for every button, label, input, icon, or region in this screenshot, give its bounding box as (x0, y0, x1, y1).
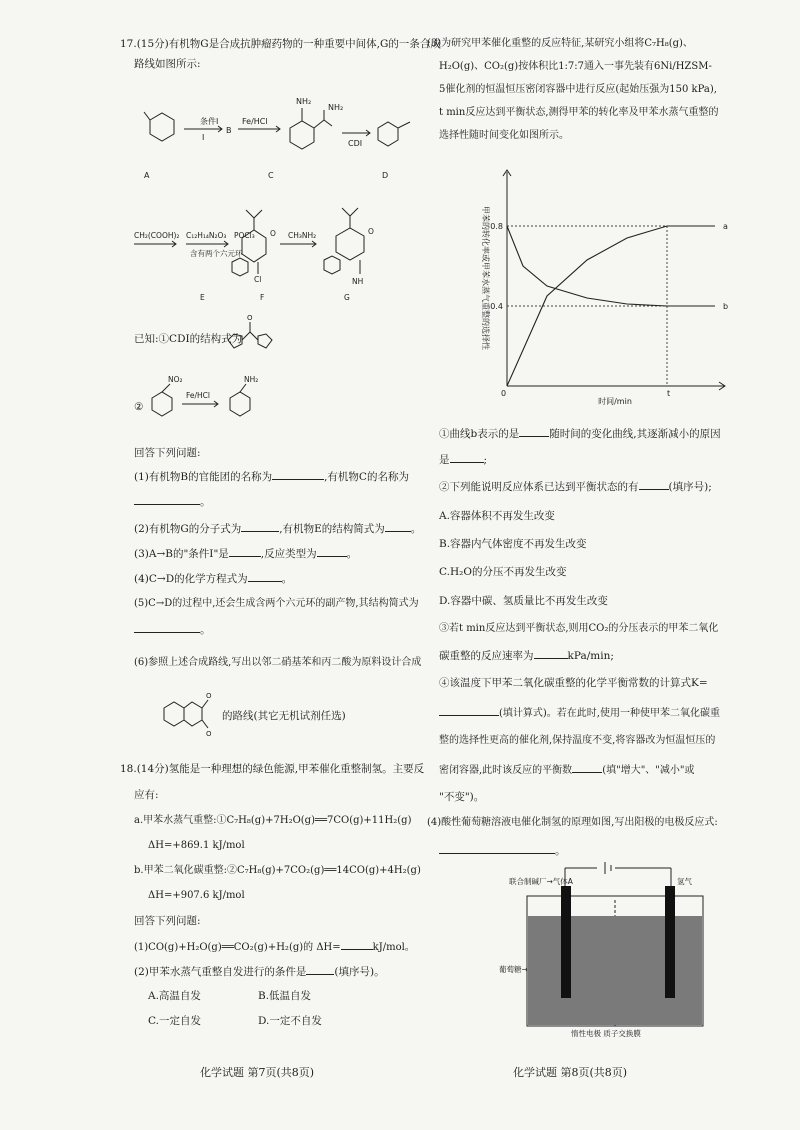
q17-sub3 (134, 546, 357, 561)
q17-sub6-line2: 的路线(其它无机试剂任选) (222, 710, 346, 722)
left-electrode (561, 886, 571, 998)
known-2-num: ② (134, 401, 144, 413)
q17-sub5: (5)C→D的过程中,还会生成含两个六元环的副产物,其结构简式为 (134, 598, 419, 609)
answer-blank[interactable] (439, 705, 499, 716)
q18-3-q2 (439, 479, 712, 494)
answer-blank[interactable] (439, 843, 555, 854)
q18-sub3-line4: t min反应达到平衡状态,测得甲苯的转化率及甲苯水蒸气重整的 (439, 107, 719, 118)
known-cdi-text: 已知:①CDI的结构式为 (134, 333, 243, 345)
O-label-F: O (270, 229, 276, 238)
q17-sub2 (134, 521, 421, 536)
answer-blank[interactable] (229, 546, 261, 557)
compound-B-label: B (226, 126, 232, 135)
q17-sub2-a: (2)有机物G的分子式为 (134, 523, 242, 535)
q18-3-q4-b: (填计算式)。若在此时,使用一种使甲苯二氧化碳重 (499, 708, 720, 719)
conversion-selectivity-chart (475, 160, 765, 420)
q17-sub1-b: ,有机物C的名称为 (324, 471, 409, 483)
q18-3-q3-line2 (439, 648, 614, 663)
synthesis-scheme-row1 (120, 80, 410, 190)
q17-heading-line2: 路线如图所示: (134, 58, 201, 70)
cdi-label: CDI (348, 139, 363, 148)
benzene-A (150, 113, 174, 141)
q18-3-q1-c: 是 (439, 454, 450, 466)
answer-blank[interactable] (534, 648, 568, 659)
option-C: C.一定自发 (148, 1015, 201, 1027)
q18-3-q4: ④该温度下甲苯二氧化碳重整的化学平衡常数的计算式K= (439, 677, 708, 689)
electrolyte-solution (528, 916, 702, 1025)
q17-sub2-b: ,有机物E的结构简式为 (279, 523, 385, 535)
label-C: C (268, 171, 274, 180)
q17-sub1-a: (1)有机物B的官能团的名称为 (134, 471, 273, 483)
q18-3-q1-line2 (439, 452, 487, 467)
target-O-top: O (206, 692, 212, 700)
q18-sub3-line2: H₂O(g)、CO₂(g)按体积比1:7:7通入一事先装有6Ni/HZSM- (439, 61, 712, 72)
q17-sub2-c: 。 (410, 523, 422, 535)
q18-sub2-b: (填序号)。 (334, 966, 385, 978)
label-D: D (382, 171, 389, 180)
q18-sub1 (134, 939, 415, 955)
answer-blank[interactable] (317, 546, 347, 557)
q18-sub4: (4)酸性葡萄糖溶液电催化制氢的原理如图,写出阳极的电极反应式: (427, 817, 718, 828)
q18-3-q4-line5: "不变")。 (439, 791, 485, 803)
answer-blank[interactable] (341, 939, 373, 950)
cell-left-label: 联合制碱厂→气体A (509, 877, 573, 886)
reaction-b-dh: ΔH=+907.6 kJ/mol (148, 890, 245, 901)
q17-answer-prompt: 回答下列问题: (134, 447, 201, 459)
q18-sub2-a: (2)甲苯水蒸气重整自发进行的条件是 (134, 966, 307, 978)
reaction-b: b.甲苯二氧化碳重整:②C₇H₈(g)+7CO₂(g)══14CO(g)+4H₂(g) (134, 865, 421, 876)
nh2-known-label: NH₂ (244, 375, 259, 384)
chart-x-label: 时间/min (598, 397, 632, 406)
E-note-label: 含有两个六元环 (190, 249, 243, 258)
answer-blank[interactable] (134, 622, 200, 633)
answer-blank[interactable] (572, 762, 602, 773)
q17-sub1 (134, 469, 409, 484)
q18-3-q3: ③若t min反应达到平衡状态,则用CO₂的分压表示的甲苯二氧化 (439, 623, 719, 634)
q17-sub1-line2 (134, 494, 211, 509)
series-line-b (507, 226, 715, 306)
q17-heading-line1: 17.(15分)有机物G是合成抗肿瘤药物的一种重要中间体,G的一条合成 (120, 38, 441, 50)
label-E: E (200, 293, 205, 302)
q18-3-q3-b: 碳重整的反应速率为 (439, 650, 534, 662)
q17-sub3-c: 。 (346, 548, 358, 560)
q18-sub3-line5: 选择性随时间变化如图所示。 (439, 130, 569, 141)
footer-right: 化学试题 第8页(共8页) (513, 1066, 628, 1079)
electrolysis-cell-diagram (499, 860, 705, 1040)
q18-heading-line2: 应有: (134, 789, 159, 801)
fe-hcl-known-label: Fe/HCl (186, 391, 211, 400)
q18-3-q4-line4 (439, 762, 695, 778)
reaction-a-dh: ΔH=+869.1 kJ/mol (148, 840, 245, 851)
q17-sub5-line2 (134, 622, 211, 637)
q18-3-q4-line2 (439, 705, 720, 721)
option-B: B.低温自发 (258, 990, 312, 1002)
q18-3-q2-a: ②下列能说明反应体系已达到平衡状态的有 (439, 481, 639, 493)
chart-y-label: 甲苯的转化率或甲苯水蒸气重整的选择性 (481, 206, 490, 350)
cdi-O: O (247, 314, 253, 322)
q18-heading-line1: 18.(14分)氢能是一种理想的绿色能源,甲苯催化重整制氢。主要反 (120, 763, 425, 775)
cell-solution-label: 葡萄糖→ (499, 965, 528, 974)
q18-sub1-a: (1)CO(g)+H₂O(g)══CO₂(g)+H₂(g)的 ΔH= (134, 942, 341, 953)
nh2-label-C: NH₂ (296, 97, 312, 106)
q17-sub4-b: 。 (281, 573, 293, 585)
answer-blank[interactable] (450, 452, 484, 463)
synthesis-scheme-row2 (130, 200, 395, 310)
option-D: D.一定不自发 (258, 1015, 322, 1027)
q17-sub3-b: ,反应类型为 (260, 548, 317, 560)
q18-3-q2-C: C.H₂O的分压不再发生改变 (439, 566, 567, 578)
q18-3-q4-e: (填"增大"、"减小"或 (602, 765, 695, 776)
pocl3-label: POCl₃ (234, 231, 255, 240)
cdi-structure (222, 312, 282, 358)
cell-bottom-label: 惰性电极 质子交换膜 (571, 1029, 641, 1038)
answer-blank[interactable] (248, 571, 282, 582)
footer-left: 化学试题 第7页(共8页) (200, 1066, 315, 1079)
answer-blank[interactable] (306, 964, 334, 975)
label-A: A (144, 171, 150, 180)
q18-3-q1-a: ①曲线b表示的是 (439, 428, 520, 440)
q18-answer-prompt: 回答下列问题: (134, 915, 201, 927)
answer-blank[interactable] (241, 521, 279, 532)
y-tick-label-1: 0.8 (490, 222, 503, 231)
right-electrode (665, 886, 675, 998)
right-page (405, 0, 800, 1130)
q17-sub4 (134, 571, 292, 586)
condition-1-label: 条件Ⅰ (200, 117, 219, 126)
q18-sub1-b: kJ/mol。 (372, 942, 415, 953)
answer-blank[interactable] (639, 479, 669, 490)
malonic-acid-label: CH₂(COOH)₂ (134, 231, 180, 240)
q18-sub3-line1: (3)为研究甲苯催化重整的反应特征,某研究小组将C₇H₈(g)、 (427, 38, 693, 49)
NH-label-G: NH (352, 277, 364, 286)
label-G: G (344, 293, 350, 302)
q18-3-q2-D: D.容器中碳、氢质量比不再发生改变 (439, 595, 608, 607)
q17-sub5-b: 。 (200, 624, 211, 636)
q18-sub3-line3: 5催化剂的恒温恒压密闭容器中进行反应(起始压强为150 kPa), (439, 84, 717, 95)
answer-blank[interactable] (272, 469, 324, 480)
q18-3-q1-d: ; (483, 454, 488, 466)
target-O-bottom: O (206, 730, 212, 738)
no2-label: NO₂ (168, 375, 183, 384)
O-label-G: O (368, 227, 374, 236)
option-A: A.高温自发 (148, 990, 201, 1002)
reaction-a: a.甲苯水蒸气重整:①C₇H₈(g)+7H₂O(g)══7CO(g)+11H₂(g) (134, 815, 412, 826)
q18-3-q2-A: A.容器体积不再发生改变 (439, 510, 555, 522)
q18-3-q4-line3: 整的选择性更高的催化剂,保持温度不变,将容器改为恒温恒压的 (439, 735, 716, 746)
E-formula-label: C₁₂H₁₄N₂O₃ (186, 231, 227, 240)
series-label-a: a (723, 222, 728, 231)
condition-1-sub: Ⅰ (202, 133, 205, 142)
x-tick-label-1: t (667, 389, 671, 398)
answer-blank[interactable] (134, 494, 200, 505)
q17-sub3-a: (3)A→B的"条件Ⅰ"是 (134, 548, 229, 560)
q18-3-q2-b: (填序号); (668, 481, 712, 493)
q17-sub6: (6)参照上述合成路线,写出以邻二硝基苯和丙二酸为原料设计合成 (134, 657, 422, 668)
series-label-b: b (723, 302, 729, 311)
q18-3-q3-c: kPa/min; (567, 650, 614, 662)
cell-right-label: 氢气 (677, 877, 692, 886)
x-tick-label-0: 0 (501, 389, 507, 398)
q18-sub2 (134, 964, 385, 979)
q18-3-q2-B: B.容器内气体密度不再发生改变 (439, 538, 587, 550)
label-F: F (260, 293, 265, 302)
nh2-label-C2: NH₂ (328, 103, 344, 112)
fe-hcl-label: Fe/HCl (242, 117, 268, 126)
nitro-reduction-scheme (146, 372, 286, 422)
q18-3-q4-d: 密闭容器,此时该反应的平衡数 (439, 765, 573, 776)
q18-sub4-answer-line: 。 (439, 843, 566, 858)
q18-3-q1 (439, 426, 721, 441)
cl-label: Cl (254, 275, 262, 284)
y-tick-label-0: 0.4 (490, 302, 503, 311)
ch3nh2-label: CH₃NH₂ (288, 231, 317, 240)
q18-3-q1-b: 随时间的变化曲线,其逐渐减小的原因 (549, 428, 721, 440)
answer-blank[interactable] (519, 426, 549, 437)
target-molecule-structure (160, 688, 218, 740)
q17-sub1-c: 。 (200, 496, 211, 508)
q17-sub4-a: (4)C→D的化学方程式为 (134, 573, 248, 585)
